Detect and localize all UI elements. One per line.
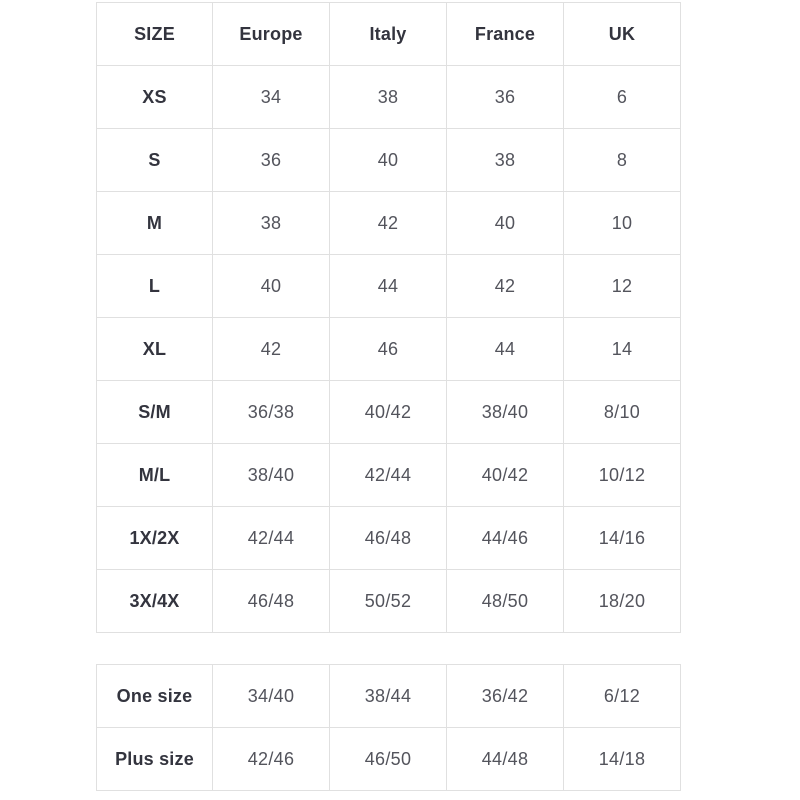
size-label: M	[97, 192, 213, 255]
size-value: 40	[447, 192, 564, 255]
size-value: 50/52	[330, 570, 447, 633]
table-row	[97, 255, 681, 318]
table-row	[97, 444, 681, 507]
size-label: M/L	[97, 444, 213, 507]
size-value: 12	[564, 255, 681, 318]
size-value: 44	[330, 255, 447, 318]
size-value: 8/10	[564, 381, 681, 444]
size-value: 38/44	[330, 665, 447, 728]
header-uk: UK	[564, 3, 681, 66]
size-value: 14	[564, 318, 681, 381]
header-europe: Europe	[213, 3, 330, 66]
size-value: 38	[213, 192, 330, 255]
size-value: 42/46	[213, 728, 330, 791]
size-label: Plus size	[97, 728, 213, 791]
header-france: France	[447, 3, 564, 66]
main-size-table	[96, 2, 681, 633]
size-value: 46/50	[330, 728, 447, 791]
size-label: XL	[97, 318, 213, 381]
main-size-table-container	[96, 2, 680, 633]
size-value: 34/40	[213, 665, 330, 728]
size-value: 44/48	[447, 728, 564, 791]
size-label: 1X/2X	[97, 507, 213, 570]
size-value: 36/42	[447, 665, 564, 728]
size-value: 38	[447, 129, 564, 192]
size-value: 38/40	[213, 444, 330, 507]
size-value: 40/42	[330, 381, 447, 444]
size-label: S/M	[97, 381, 213, 444]
size-value: 6	[564, 66, 681, 129]
main-size-table-body	[97, 66, 681, 633]
table-row	[97, 66, 681, 129]
table-row	[97, 507, 681, 570]
header-italy: Italy	[330, 3, 447, 66]
size-value: 44	[447, 318, 564, 381]
size-value: 10	[564, 192, 681, 255]
size-value: 42/44	[213, 507, 330, 570]
size-value: 38	[330, 66, 447, 129]
size-value: 40	[213, 255, 330, 318]
size-value: 44/46	[447, 507, 564, 570]
size-label: S	[97, 129, 213, 192]
size-value: 8	[564, 129, 681, 192]
size-label: XS	[97, 66, 213, 129]
table-row	[97, 192, 681, 255]
table-row	[97, 665, 681, 728]
size-value: 40	[330, 129, 447, 192]
size-value: 42/44	[330, 444, 447, 507]
table-row	[97, 728, 681, 791]
size-value: 46/48	[330, 507, 447, 570]
special-size-table-body	[97, 665, 681, 791]
main-size-table-header	[97, 3, 681, 66]
header-size: SIZE	[97, 3, 213, 66]
size-label: 3X/4X	[97, 570, 213, 633]
size-value: 10/12	[564, 444, 681, 507]
table-row	[97, 129, 681, 192]
size-value: 36/38	[213, 381, 330, 444]
size-label: L	[97, 255, 213, 318]
size-value: 18/20	[564, 570, 681, 633]
size-value: 14/16	[564, 507, 681, 570]
size-value: 46/48	[213, 570, 330, 633]
size-value: 46	[330, 318, 447, 381]
size-value: 14/18	[564, 728, 681, 791]
table-row	[97, 381, 681, 444]
special-size-table	[96, 664, 681, 791]
special-size-table-container	[96, 664, 680, 791]
size-value: 40/42	[447, 444, 564, 507]
size-value: 36	[213, 129, 330, 192]
size-value: 36	[447, 66, 564, 129]
size-value: 38/40	[447, 381, 564, 444]
size-value: 42	[447, 255, 564, 318]
size-value: 6/12	[564, 665, 681, 728]
size-label: One size	[97, 665, 213, 728]
size-value: 42	[330, 192, 447, 255]
size-value: 42	[213, 318, 330, 381]
size-value: 48/50	[447, 570, 564, 633]
table-row	[97, 318, 681, 381]
table-row	[97, 570, 681, 633]
size-value: 34	[213, 66, 330, 129]
header-row	[97, 3, 681, 66]
